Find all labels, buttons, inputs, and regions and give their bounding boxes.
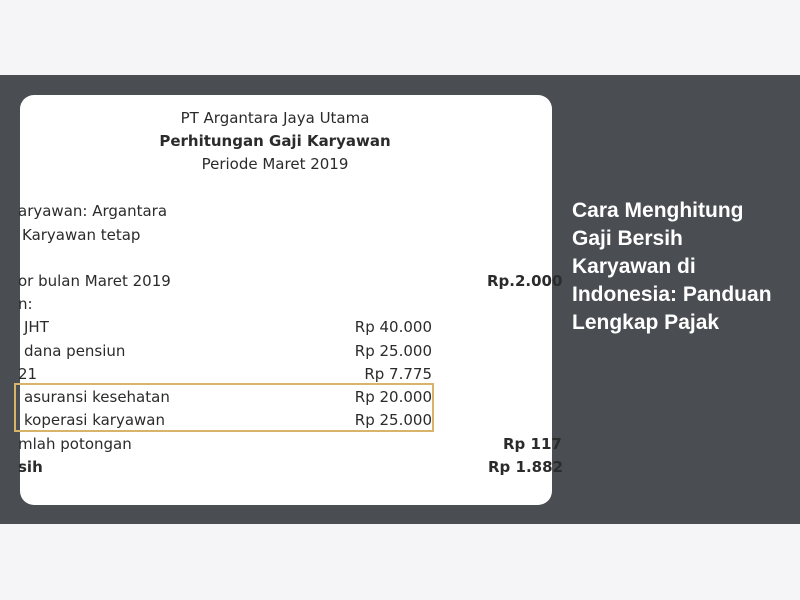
salary-label: or bulan Maret 2019	[18, 272, 171, 290]
net-label: sih	[18, 458, 43, 476]
deduction-value: Rp 7.775	[364, 365, 432, 383]
employee-status: Karyawan tetap	[22, 226, 141, 244]
deduction-label: koperasi karyawan	[24, 411, 166, 429]
deduction-label: 21	[18, 365, 38, 383]
article-headline[interactable]: Cara Menghitung Gaji Bersih Karyawan di Indonesia: Panduan Lengkap Pajak	[572, 199, 772, 334]
article-image[interactable]	[18, 95, 563, 505]
deduction-value: Rp 20.000	[354, 388, 432, 406]
deductions-label: n:	[18, 295, 33, 313]
total-label: mlah potongan	[18, 435, 132, 453]
deduction-value: Rp 25.000	[354, 342, 432, 360]
deduction-label: asuransi kesehatan	[24, 388, 170, 406]
salary-value: Rp.2.000	[487, 272, 563, 290]
deduction-label: JHT	[24, 318, 49, 336]
total-value: Rp 117	[503, 435, 562, 453]
deduction-value: Rp 40.000	[354, 318, 432, 336]
deduction-value: Rp 25.000	[354, 411, 432, 429]
employee-name: aryawan: Argantara	[18, 202, 168, 220]
document-title: Perhitungan Gaji Karyawan	[159, 132, 391, 150]
document-period: Periode Maret 2019	[201, 155, 349, 173]
net-value: Rp 1.882	[488, 458, 563, 476]
deduction-label: dana pensiun	[24, 342, 126, 360]
company-name: PT Argantara Jaya Utama	[180, 109, 370, 127]
